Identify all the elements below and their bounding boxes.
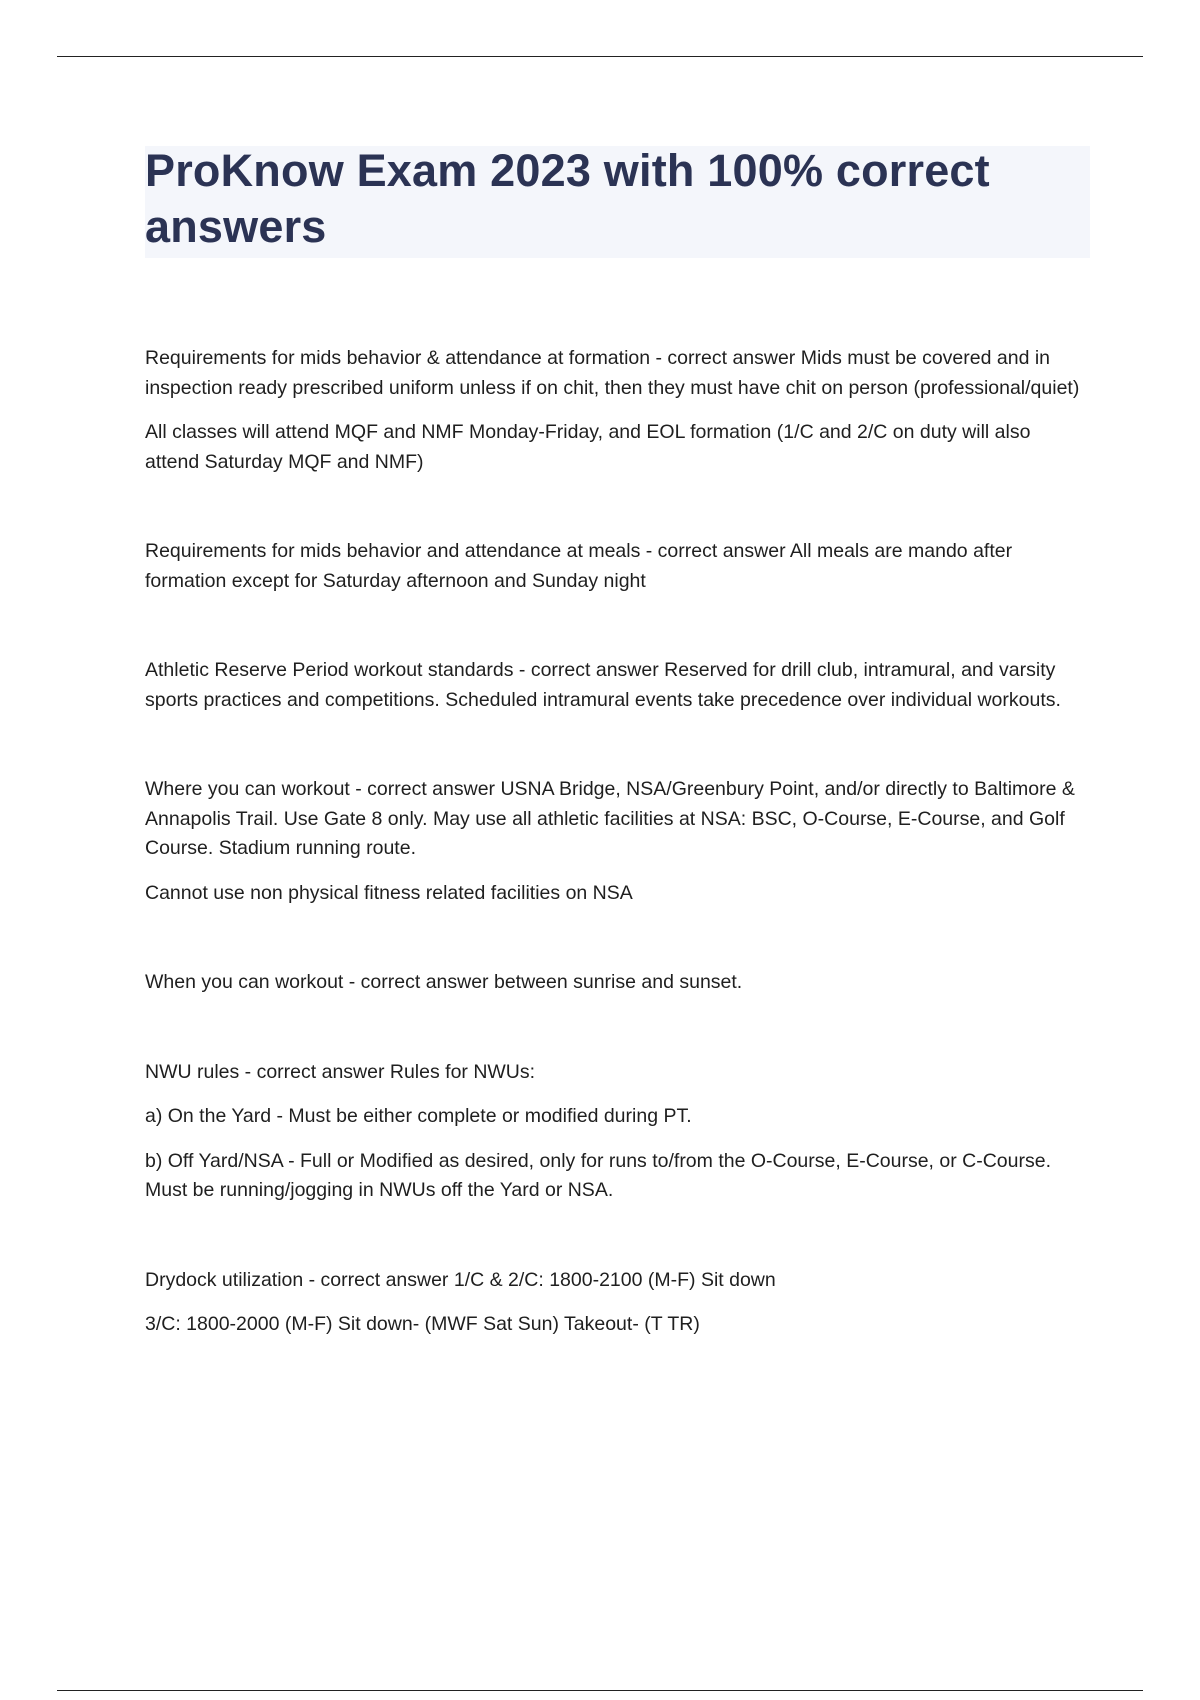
qa-entry-nwu-rules bbox=[145, 1058, 1090, 1206]
page-title: ProKnow Exam 2023 with 100% correct answers bbox=[145, 145, 990, 252]
entry-paragraph: When you can workout - correct answer between sunrise and sunset. bbox=[145, 971, 743, 993]
qa-entry-drydock bbox=[145, 1266, 1090, 1340]
entry-paragraph: Where you can workout - correct answer USNA Bridge, NSA/Greenbury Point, and/or directly to Baltimore & Annapolis Trail. Use Gate 8 only. May use all athletic facilities at NSA: BSC, O-Course, E-Course, and Golf Course. Stadium running route. bbox=[145, 778, 1075, 859]
entry-paragraph: All classes will attend MQF and NMF Monday-Friday, and EOL formation (1/C and 2/C on duty will also attend Saturday MQF and NMF) bbox=[145, 421, 1031, 473]
page-top-rule bbox=[57, 56, 1143, 57]
entry-paragraph: Requirements for mids behavior & attendance at formation - correct answer Mids must be covered and in inspection ready prescribed uniform unless if on chit, then they must have chit on person (professional/quiet) bbox=[145, 347, 1080, 399]
entry-paragraph: 3/C: 1800-2000 (M-F) Sit down- (MWF Sat Sun) Takeout- (T TR) bbox=[145, 1313, 700, 1335]
entry-paragraph: Athletic Reserve Period workout standards - correct answer Reserved for drill club, intramural, and varsity sports practices and competitions. Scheduled intramural events take precedence over individual workouts. bbox=[145, 659, 1061, 711]
entry-paragraph: Requirements for mids behavior and attendance at meals - correct answer All meals are mando after formation except for Saturday afternoon and Sunday night bbox=[145, 540, 1013, 592]
entry-paragraph: Drydock utilization - correct answer 1/C & 2/C: 1800-2100 (M-F) Sit down bbox=[145, 1268, 776, 1291]
qa-entry-meals bbox=[145, 537, 1090, 596]
qa-entry-workout-time bbox=[145, 968, 1090, 998]
entry-paragraph: a) On the Yard - Must be either complete or modified during PT. bbox=[145, 1105, 692, 1127]
qa-entry-workout-location bbox=[145, 775, 1090, 908]
entry-paragraph: b) Off Yard/NSA - Full or Modified as desired, only for runs to/from the O-Course, E-Course, or C-Course. Must be running/jogging in NWUs off the Yard or NSA. bbox=[145, 1149, 1052, 1201]
document-body bbox=[145, 344, 1090, 1340]
page-bottom-rule bbox=[57, 1690, 1143, 1691]
qa-entry-athletic-reserve bbox=[145, 656, 1090, 715]
entry-paragraph: Cannot use non physical fitness related facilities on NSA bbox=[145, 881, 633, 904]
entry-paragraph: NWU rules - correct answer Rules for NWUs: bbox=[145, 1060, 536, 1083]
qa-entry-formation bbox=[145, 344, 1090, 477]
